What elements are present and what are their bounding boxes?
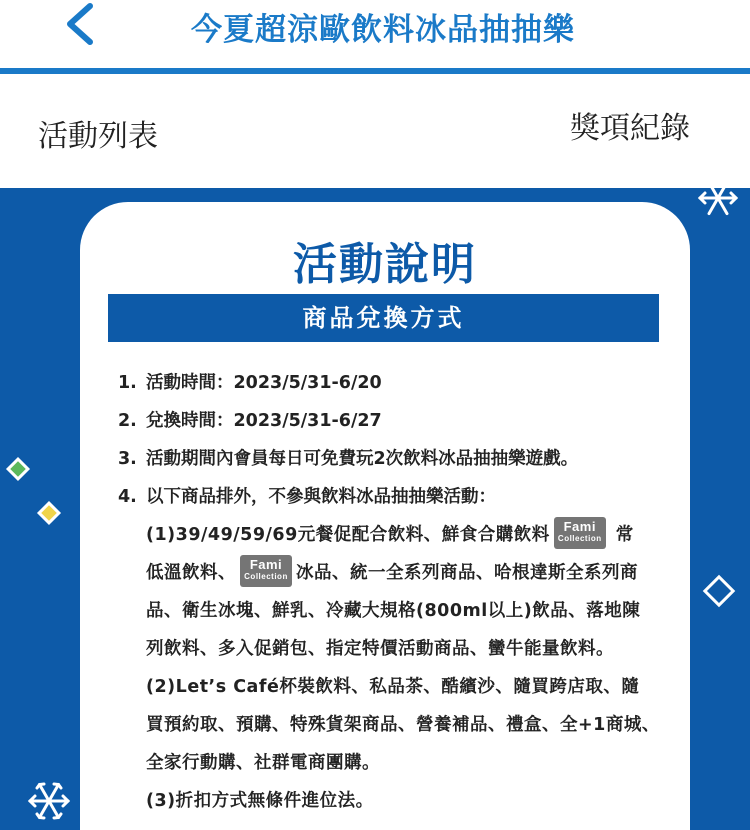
card-title: 活動說明 [293, 239, 477, 290]
list-item-text: 活動期間內會員每日可免費玩2次飲料冰品抽抽樂遊戲。 [146, 449, 579, 469]
fami-collection-logo [554, 517, 606, 549]
content-background [0, 188, 750, 830]
section-header: 商品兌換方式 [108, 294, 659, 342]
list-item-number: 3. [118, 449, 137, 469]
activity-description-card [80, 202, 690, 830]
text-line: (3)折扣方式無條件進位法。 [146, 791, 374, 811]
list-item-text: 兌換時間：2023/5/31-6/27 [146, 411, 382, 431]
tab-activity-list[interactable]: 活動列表 [38, 119, 158, 154]
page-title: 今夏超涼歐飲料冰品抽抽樂 [191, 12, 575, 48]
text-segment: 常 [615, 525, 634, 545]
text-line: 列飲料、多入促銷包、指定特價活動商品、蠻牛能量飲料。 [146, 639, 614, 659]
text-line: (2)Let’s Café杯裝飲料、私品茶、酷繽沙、隨買跨店取、隨 [146, 677, 640, 697]
list-item-number: 2. [118, 411, 137, 431]
fami-collection-logo [240, 555, 292, 587]
rules-list [118, 364, 658, 820]
text-segment: 低溫飲料、 [146, 563, 236, 583]
diamond-icon [34, 498, 64, 528]
tab-bar [0, 74, 750, 188]
diamond-icon [700, 572, 738, 610]
exclusion-item-2 [118, 668, 658, 782]
list-item [118, 402, 658, 440]
list-item-number: 1. [118, 373, 137, 393]
text-line: 全家行動購、社群電商團購。 [146, 753, 380, 773]
diamond-icon [3, 454, 33, 484]
list-item [118, 440, 658, 478]
exclusion-item-3 [118, 782, 658, 820]
text-segment: (1)39/49/59/69元餐促配合飲料、鮮食合購飲料 [146, 525, 550, 545]
list-item-text: 以下商品排外，不參與飲料冰品抽抽樂活動： [146, 487, 496, 507]
snowflake-icon [696, 188, 740, 220]
text-line: 品、衛生冰塊、鮮乳、冷藏大規格(800ml以上)飲品、落地陳 [146, 601, 641, 621]
text-line [146, 516, 658, 554]
text-line: 買預約取、預購、特殊貨架商品、營養補品、禮盒、全+1商城、 [146, 715, 660, 735]
text-line [146, 554, 658, 592]
snowflake-icon [26, 778, 72, 824]
list-item-number: 4. [118, 487, 137, 507]
header [0, 0, 750, 68]
list-item-text: 活動時間：2023/5/31-6/20 [146, 373, 382, 393]
list-item [118, 364, 658, 402]
logo-text: Fami [249, 557, 283, 572]
logo-subtext: Collection [557, 534, 602, 543]
logo-text: Fami [563, 519, 596, 534]
tab-prize-records[interactable]: 獎項紀錄 [570, 111, 690, 146]
list-item [118, 478, 658, 516]
logo-subtext: Collection [244, 572, 288, 581]
text-segment: 冰品、統一全系列商品、哈根達斯全系列商 [296, 563, 638, 583]
exclusion-item-1 [118, 516, 658, 668]
